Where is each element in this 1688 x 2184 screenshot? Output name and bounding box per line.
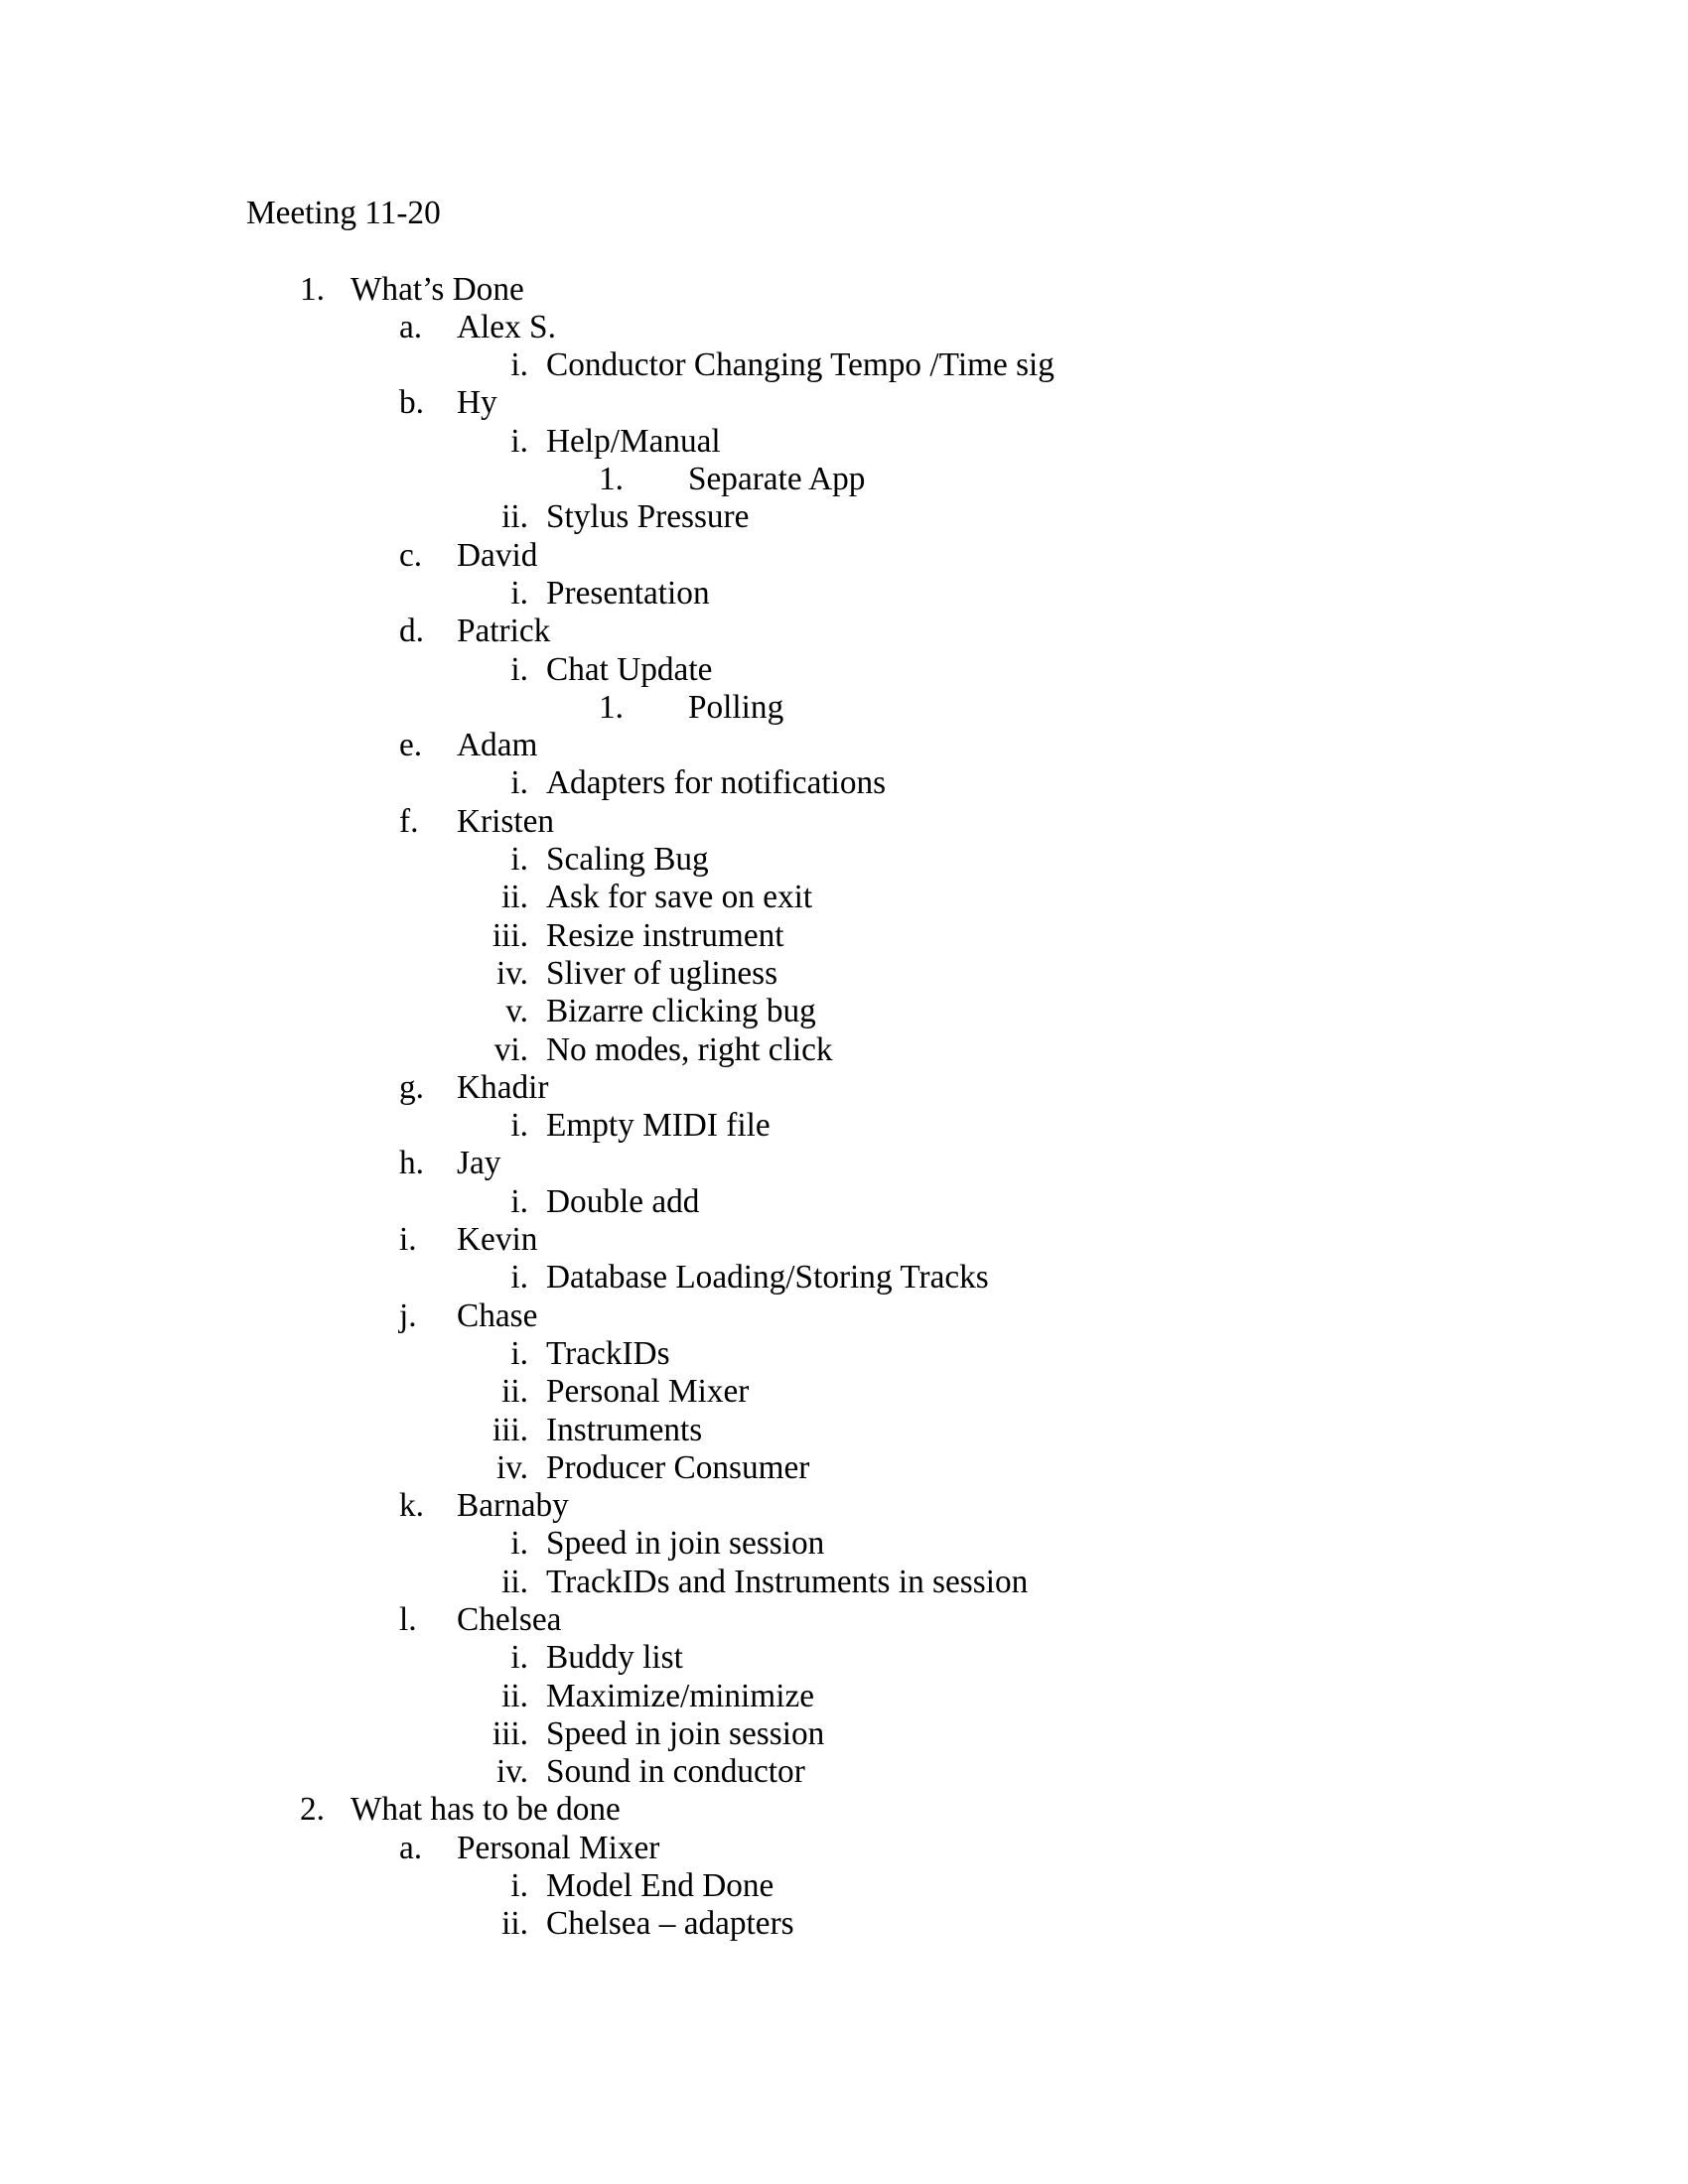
list-marker: ii. [501, 1563, 528, 1600]
list-item-text: TrackIDs and Instruments in session [546, 1563, 1029, 1600]
list-item-text: Stylus Pressure [546, 498, 750, 536]
list-item [0, 1715, 1688, 1753]
list-item-text: David [457, 536, 538, 574]
list-item [0, 1031, 1688, 1069]
list-item [0, 1373, 1688, 1411]
list-marker: c. [399, 536, 423, 574]
list-marker: e. [399, 727, 423, 764]
list-item-text: Speed in join session [546, 1714, 825, 1752]
list-item-text: What’s Done [351, 270, 524, 308]
list-item [0, 841, 1688, 879]
list-item-text: Ask for save on exit [546, 879, 813, 916]
list-marker: i. [510, 764, 528, 802]
list-item-text: Double add [546, 1182, 700, 1220]
list-marker: d. [399, 613, 424, 650]
list-marker: ii. [501, 1677, 528, 1714]
list-marker: 1. [300, 270, 325, 308]
list-item-text: Patrick [457, 613, 551, 650]
list-item-text: Personal Mixer [457, 1829, 660, 1866]
list-item-text: Jay [457, 1145, 501, 1182]
list-item [0, 1639, 1688, 1677]
list-marker: iv. [495, 1753, 528, 1791]
list-item [0, 575, 1688, 613]
list-item-text: Personal Mixer [546, 1373, 750, 1411]
list-item-text: Sound in conductor [546, 1753, 805, 1791]
list-marker: 2. [300, 1791, 325, 1829]
list-item [0, 271, 1688, 309]
list-marker: iv. [495, 1448, 528, 1486]
list-marker: a. [399, 1829, 423, 1866]
list-marker: 1. [599, 688, 624, 726]
list-item-text: Buddy list [546, 1639, 683, 1677]
list-marker: vi. [493, 1030, 528, 1068]
list-marker: i. [510, 1867, 528, 1905]
list-item [0, 1069, 1688, 1107]
list-item-text: Presentation [546, 574, 710, 612]
list-item [0, 1867, 1688, 1905]
list-item-text: Model End Done [546, 1867, 774, 1905]
list-item-text: Bizarre clicking bug [546, 993, 816, 1030]
list-item [0, 384, 1688, 422]
list-item-text: Adam [457, 727, 538, 764]
list-item-text: Adapters for notifications [546, 764, 887, 802]
list-marker: h. [399, 1145, 424, 1182]
list-item [0, 879, 1688, 916]
list-item [0, 613, 1688, 650]
list-marker: i. [510, 346, 528, 384]
list-item [0, 993, 1688, 1030]
list-marker: i. [510, 841, 528, 879]
list-item [0, 764, 1688, 802]
list-marker: i. [510, 1182, 528, 1220]
list-item [0, 1830, 1688, 1867]
list-item-text: Chelsea – adapters [546, 1905, 794, 1943]
list-item [0, 1791, 1688, 1829]
list-item [0, 689, 1688, 727]
list-item-text: Alex S. [457, 308, 556, 345]
list-item-text: Speed in join session [546, 1525, 825, 1563]
list-item-text: Hy [457, 384, 497, 422]
list-item-text: Resize instrument [546, 916, 784, 954]
list-item-text: Polling [688, 688, 784, 726]
list-item [0, 1564, 1688, 1601]
list-marker: iv. [495, 954, 528, 992]
list-item [0, 917, 1688, 955]
list-item [0, 727, 1688, 764]
list-item [0, 1335, 1688, 1373]
list-marker: f. [399, 802, 419, 840]
list-marker: l. [399, 1600, 417, 1638]
list-item-text: No modes, right click [546, 1030, 833, 1068]
outline-list [0, 271, 1688, 1944]
list-item-text: Barnaby [457, 1487, 569, 1525]
list-marker: i. [510, 650, 528, 688]
list-marker: i. [510, 422, 528, 460]
list-item [0, 1297, 1688, 1335]
list-item-text: Database Loading/Storing Tracks [546, 1259, 989, 1297]
list-item-text: Chelsea [457, 1600, 562, 1638]
list-item-text: Sliver of ugliness [546, 954, 778, 992]
list-item [0, 1487, 1688, 1525]
list-item-text: Chat Update [546, 650, 713, 688]
list-item-text: Conductor Changing Tempo /Time sig [546, 346, 1055, 384]
list-marker: g. [399, 1068, 424, 1106]
list-item [0, 1601, 1688, 1639]
list-marker: k. [399, 1487, 424, 1525]
list-item [0, 309, 1688, 346]
list-item [0, 1145, 1688, 1182]
list-item-text: TrackIDs [546, 1334, 670, 1372]
list-marker: iii. [492, 916, 528, 954]
list-marker: j. [399, 1297, 417, 1334]
list-item [0, 1412, 1688, 1449]
list-marker: i. [510, 1525, 528, 1563]
list-item [0, 1107, 1688, 1145]
list-item [0, 461, 1688, 498]
list-marker: i. [399, 1221, 417, 1259]
list-marker: ii. [501, 1373, 528, 1411]
list-marker: iii. [492, 1714, 528, 1752]
page-title: Meeting 11-20 [246, 195, 441, 231]
list-marker: iii. [492, 1411, 528, 1448]
list-item-text: Empty MIDI file [546, 1107, 771, 1145]
list-item [0, 803, 1688, 841]
list-marker: b. [399, 384, 424, 422]
list-item-text: Chase [457, 1297, 538, 1334]
list-item [0, 1753, 1688, 1791]
list-marker: i. [510, 1107, 528, 1145]
list-marker: i. [510, 1259, 528, 1297]
list-item-text: Scaling Bug [546, 841, 709, 879]
list-item-text: Kristen [457, 802, 555, 840]
list-item-text: What has to be done [351, 1791, 621, 1829]
list-item [0, 1678, 1688, 1715]
list-item [0, 1221, 1688, 1259]
list-item [0, 1905, 1688, 1943]
list-item-text: Maximize/minimize [546, 1677, 815, 1714]
list-item [0, 651, 1688, 689]
list-marker: i. [510, 1334, 528, 1372]
list-item [0, 423, 1688, 461]
list-marker: i. [510, 574, 528, 612]
list-item-text: Kevin [457, 1221, 538, 1259]
list-marker: i. [510, 1639, 528, 1677]
list-item-text: Producer Consumer [546, 1448, 810, 1486]
list-marker: ii. [501, 879, 528, 916]
list-item [0, 498, 1688, 536]
list-item [0, 955, 1688, 993]
list-marker: a. [399, 308, 423, 345]
list-marker: ii. [501, 498, 528, 536]
list-item-text: Instruments [546, 1411, 703, 1448]
list-item [0, 1183, 1688, 1221]
list-item-text: Separate App [688, 461, 866, 498]
list-item [0, 346, 1688, 384]
list-item [0, 1449, 1688, 1487]
list-marker: ii. [501, 1905, 528, 1943]
list-item-text: Help/Manual [546, 422, 721, 460]
list-marker: v. [505, 993, 528, 1030]
list-item [0, 537, 1688, 575]
list-item [0, 1259, 1688, 1297]
list-item-text: Khadir [457, 1068, 549, 1106]
list-item [0, 1525, 1688, 1563]
list-marker: 1. [599, 461, 624, 498]
